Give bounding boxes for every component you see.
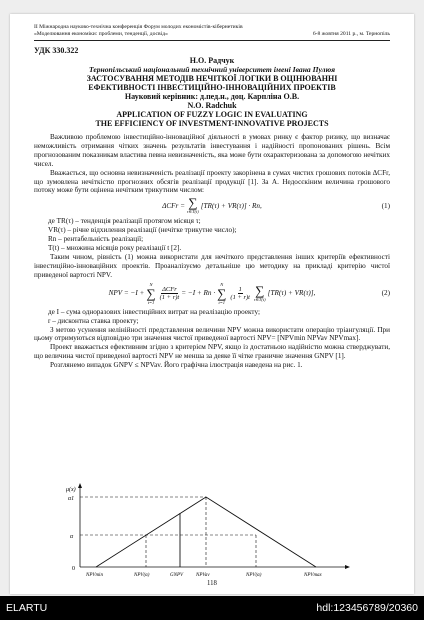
header-left-line1: ІІ Міжнародна науково-технічна конференція Форум молодих економістів-кібернетиків — [34, 24, 243, 30]
sum-symbol: ∑ τ∈T(t) — [187, 195, 199, 215]
definition: Rn – рентабельність реалізації; — [48, 235, 144, 244]
page-content — [34, 24, 390, 370]
y-label-mu: μ(x) — [66, 487, 76, 493]
udk-code: УДК 330.322 — [34, 46, 79, 55]
page-number: 118 — [207, 580, 217, 587]
article-body — [34, 133, 390, 370]
title-en-line1: APPLICATION OF FUZZY LOGIC IN EVALUATING — [116, 110, 308, 119]
x-label-npv-alpha-left: NPV(α) — [134, 573, 150, 578]
sum-symbol: ∑ τ∈T(t) — [253, 282, 266, 302]
university-name: Тернопільський національний технічний університет імені Івана Пулюя — [88, 65, 336, 74]
document-page — [10, 14, 414, 594]
paragraph: Важливою проблемою інвестиційно-інноваційної діяльності в умовах ринку є фактор ризику, що визначає неможливість отримання чітких значень результатів інвестування і надійності пропонованих рішень. Всім прогнозованим показникам властива певна невизначеність, яка може бути охарактеризована за допомогою нечітких чисел. — [34, 133, 390, 168]
definition: де I – сума одноразових інвестиційних витрат на реалізацію проекту; — [48, 307, 260, 316]
eq2-sum-lo-2: t=1 — [218, 299, 226, 305]
x-label-gnpv: GNPV — [170, 573, 184, 578]
y-label-alpha1: α1 — [68, 496, 75, 502]
eq1-rhs: [TR(τ) + VR(τ)] · Rn, — [200, 201, 262, 210]
eq2-part1: NPV = −I + — [108, 289, 145, 298]
definition: T(t) – множина місяців року реалізації t [2]. — [48, 244, 182, 253]
repository-name[interactable]: ELARTU — [6, 602, 48, 614]
handle-id[interactable]: hdl:123456789/20360 — [316, 602, 418, 614]
running-header — [34, 24, 390, 31]
eq2-number: (2) — [381, 289, 390, 298]
x-label-npv-av: NPVav — [196, 573, 210, 578]
paragraph: Таким чином, рівність (1) можна використати для нечіткого представлення інших критеріїв ефективності інвестиційно-інноваційних проектів. Проаналізуємо детальніше цю методику на прикладі критерію чистої приведеної вартості NPV. — [34, 252, 390, 279]
equation-1 — [34, 197, 390, 215]
header-divider — [34, 40, 390, 41]
equation-2 — [34, 282, 390, 306]
x-label-npv-max: NPVmax — [304, 573, 322, 578]
y-axis-arrow — [78, 483, 82, 488]
sum-symbol: N ∑ t=1 — [217, 281, 227, 305]
definition: VR(τ) – річне відхилення реалізації (нечітке трикутне число); — [48, 226, 237, 235]
eq2-sum-hi: N — [149, 281, 153, 287]
x-label-npv-alpha-right: NPV(α) — [246, 573, 262, 578]
title-ua-line2: ЕФЕКТИВНОСТІ ІНВЕСТИЦІЙНО-ІННОВАЦІЙНИХ ПРОЕКТІВ — [88, 83, 336, 92]
eq2-part3: [TR(τ) + VR(τ)], — [267, 289, 316, 298]
eq1-lhs: ΔCFr = — [162, 201, 186, 210]
advisor: Науковий керівник: д.пед.н., доц. Карпліна О.В. — [124, 92, 300, 101]
y-label-alpha: α — [70, 534, 74, 540]
header-left-line2: «Моделювання економіки: проблеми, тенденції, досвід» — [34, 31, 168, 37]
eq2-fraction-1: $\frac{\text{ΔCFr}}{(1 + r)t}$ — [159, 286, 180, 302]
definition: r – дисконтна ставка проекту; — [48, 316, 139, 325]
definition: де TR(τ) – тенденція реалізації протягом місяця τ; — [48, 217, 201, 226]
x-axis-arrow — [345, 565, 350, 569]
membership-function-figure — [56, 483, 376, 579]
title-ua-line1: ЗАСТОСУВАННЯ МЕТОДІВ НЕЧІТКОЇ ЛОГІКИ В ОЦІНЮВАННІ — [86, 74, 338, 83]
header-right-line2: 6-8 жовтня 2011 р., м. Тернопіль — [312, 31, 390, 37]
eq1-sum-sub: τ∈T(t) — [187, 209, 199, 215]
paragraph: Розглянемо випадок GNPV ≤ NPVav. Його графічна ілюстрація наведена на рис. 1. — [50, 361, 303, 370]
author-ua: Н.О. Радчук — [189, 56, 235, 65]
eq2-sum-hi-2: N — [220, 281, 224, 287]
paragraph: З метою усунення нелінійності представлення величини NPV можна використати операцію тріангуляції. При цьому отримуються відповідно три значення чистої приведеної вартості NPV= [NPVmin NPVav NPVmax]. — [34, 325, 390, 343]
author-en: N.O. Radchuk — [187, 101, 237, 110]
x-label-npv-min: NPVmin — [86, 573, 103, 578]
paragraph: Вважається, що основна невизначеність реалізації проекту закорінена в сумах чистих грошових потоків ΔCFr, що зумовлена нечіткістю прогнозних обсягів реалізації продукції [1]. За А. Недосєкіним величина грошового потоку може бути оцінена нечітким трикутним числом: — [34, 168, 390, 195]
sum-symbol: N ∑ t=1 — [146, 281, 156, 305]
title-en-line2: THE EFFICIENCY OF INVESTMENT-INNOVATIVE PROJECTS — [95, 119, 329, 128]
eq1-number: (1) — [381, 201, 390, 210]
y-label-zero: 0 — [72, 566, 75, 572]
eq2-sum2-sub: τ∈T(t) — [253, 296, 266, 302]
eq2-sum-lo: t=1 — [147, 299, 155, 305]
paragraph: Проект вважається ефективним згідно з критерієм NPV, якщо із достатньою надійністю можна стверджувати, що величина чистої приведеної вартості NPV не менша за деяке її чітке граничне значення GNPV [1]. — [34, 343, 390, 361]
eq2-part2: = −I + Rn · — [181, 289, 216, 298]
repository-footer-bar — [0, 596, 424, 620]
eq2-fraction-2: $\frac{1}{(1 + r)t}$ — [230, 286, 250, 302]
